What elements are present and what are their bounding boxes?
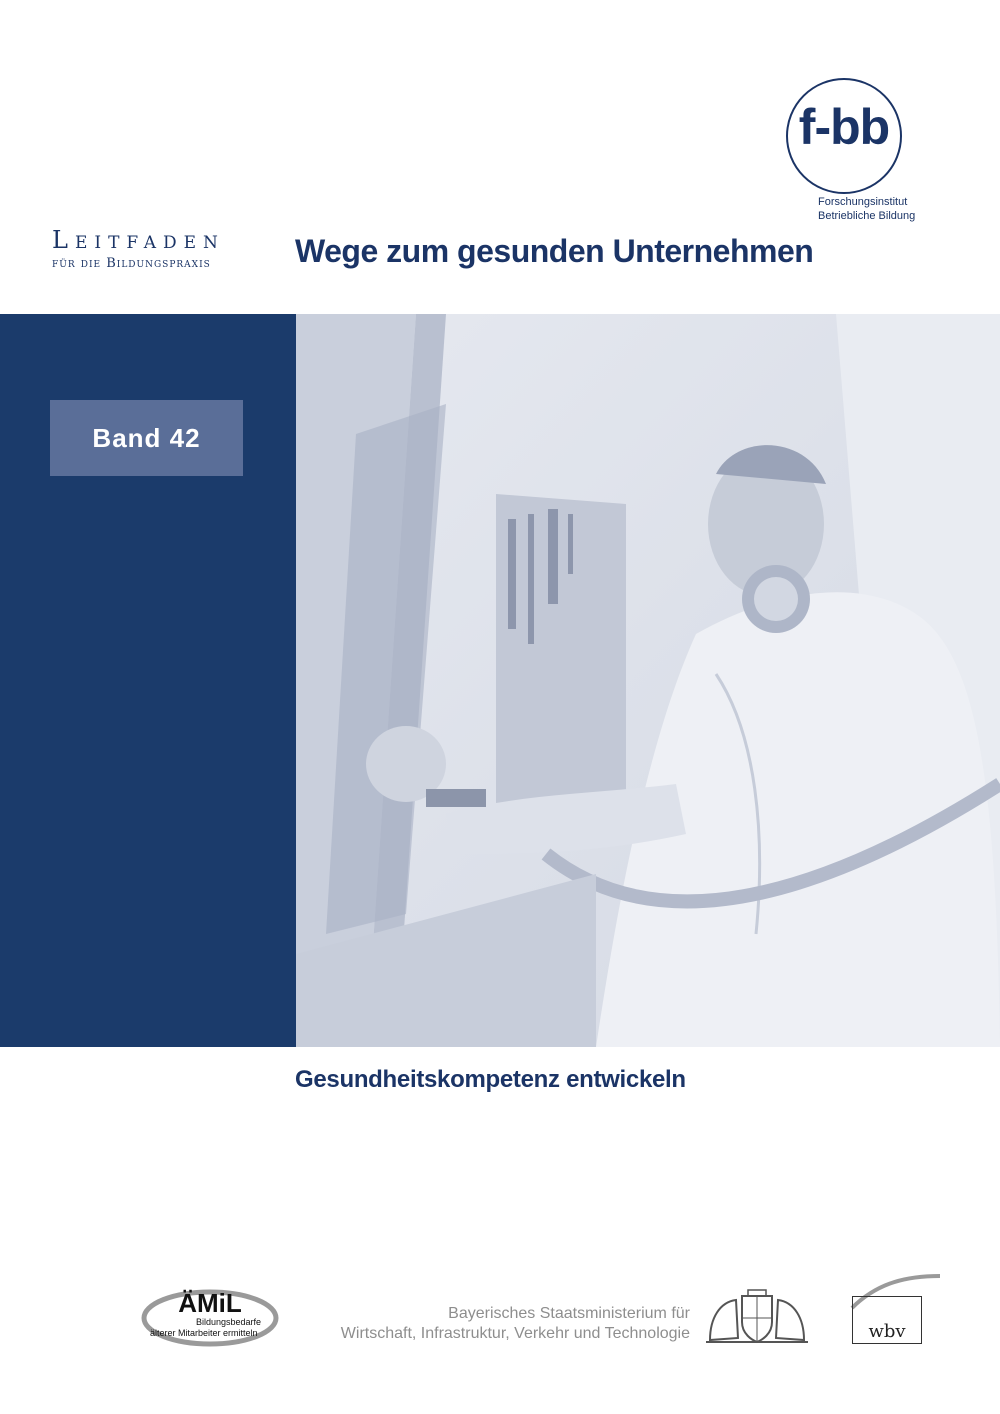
wbv-logo: [838, 1272, 942, 1350]
aemil-tagline-line2: älterer Mitarbeiter ermitteln: [150, 1328, 258, 1338]
cover-photo: [296, 314, 1000, 1047]
main-title: Wege zum gesunden Unternehmen: [295, 233, 814, 269]
ministry-line2: Wirtschaft, Infrastruktur, Verkehr und Technologie: [340, 1325, 690, 1342]
series-subtitle: [52, 256, 211, 271]
series-title-text: Leitfaden: [52, 226, 225, 254]
fbb-logo-mark: f-bb: [798, 99, 890, 155]
fbb-logo-name-line2: Betriebliche Bildung: [818, 210, 916, 222]
fbb-logo: [782, 78, 922, 228]
band-badge: [50, 400, 243, 476]
blue-side-panel: [0, 314, 296, 1047]
subtitle: Gesundheitskompetenz entwickeln: [295, 1066, 686, 1093]
wbv-logo-text: wbv: [868, 1321, 906, 1342]
fbb-logo-name-line1: Forschungsinstitut: [818, 196, 908, 208]
crest-shape: [702, 1288, 812, 1346]
ministry-line1: Bayerisches Staatsministerium für: [448, 1305, 690, 1322]
series-title: [52, 226, 225, 254]
aemil-logo-mark: ÄMiL: [178, 1288, 242, 1318]
series-subtitle-text: für die Bildungspraxis: [52, 256, 211, 271]
ministry-name: [300, 1304, 690, 1344]
bavarian-crest-icon: [702, 1288, 812, 1346]
aemil-logo: [140, 1284, 280, 1348]
spray-painter-photo: [296, 314, 1000, 1047]
aemil-tagline-line1: Bildungsbedarfe: [196, 1317, 262, 1327]
band-label: Band 42: [92, 423, 201, 453]
